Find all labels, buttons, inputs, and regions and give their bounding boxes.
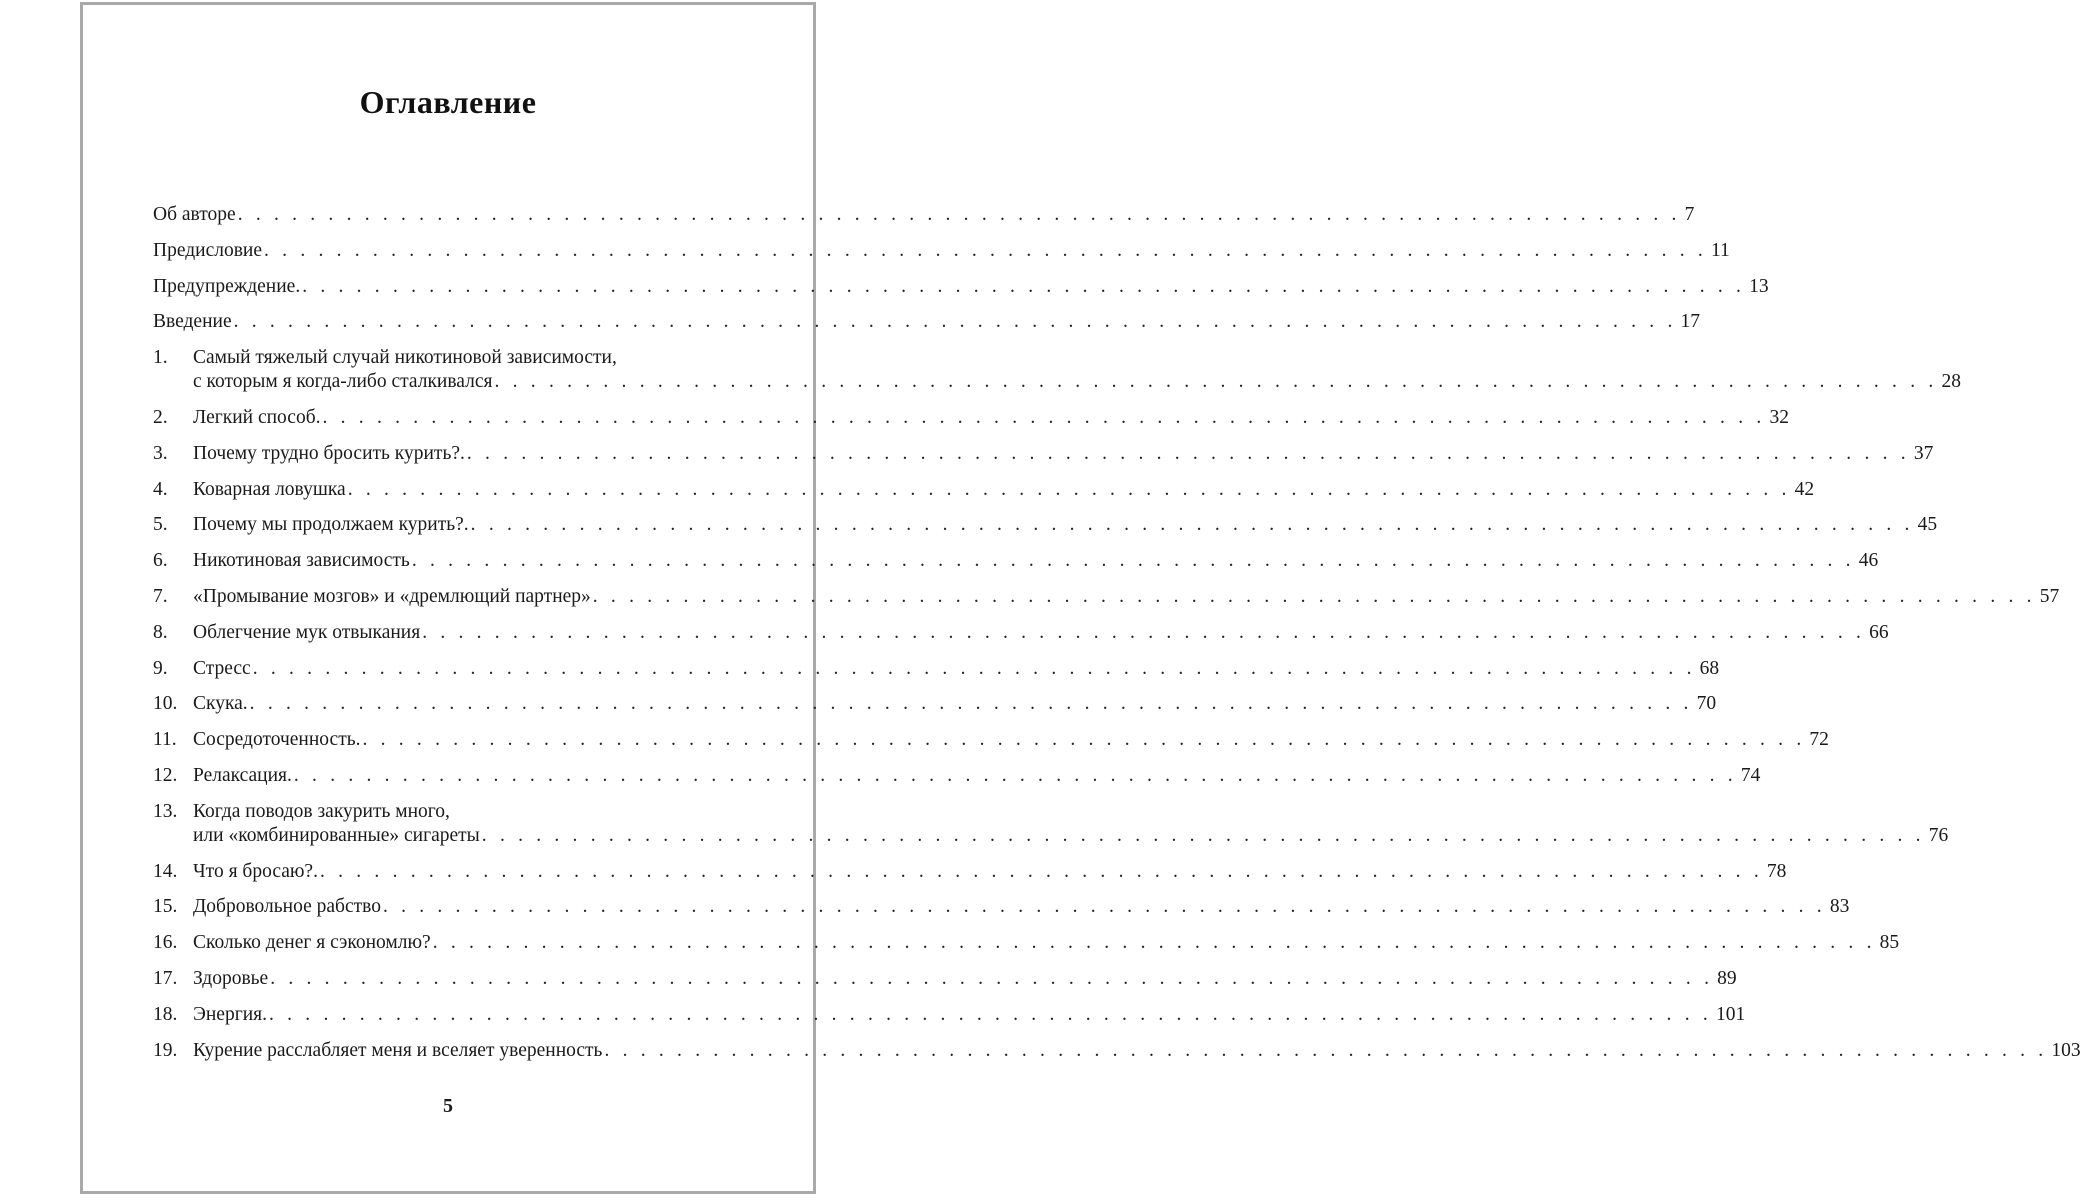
page-number: 5 <box>443 1095 453 1117</box>
toc-entry-number: 2. <box>153 406 168 428</box>
toc-entry-body <box>193 442 1933 466</box>
dot-leader: . . . . . . . . . . . . . . . . . . . . . . . . . . . . . . . . . . . . . . . . . . . . . . . . . . . . . . . . . . . . . . . . . . . . . . . . . . . . . . . . <box>237 204 1681 225</box>
toc-entry-title: Никотиновая зависимость <box>193 550 410 572</box>
dot-leader: . . . . . . . . . . . . . . . . . . . . . . . . . . . . . . . . . . . . . . . . . . . . . . . . . . . . . . . . . . . . . . . . . . . . . . . . . . . . . . . . <box>494 371 1938 393</box>
toc-entry-body <box>193 728 1829 752</box>
toc-entry-title: Курение расслабляет меня и вселяет уверенность <box>193 1039 603 1061</box>
toc-entry-body <box>193 1003 1745 1027</box>
toc-entry-number: 14. <box>153 860 178 882</box>
toc-entry-title: Здоровье <box>193 967 269 989</box>
toc-entry-title: Что я бросаю?. <box>193 860 318 882</box>
dot-leader: . . . . . . . . . . . . . . . . . . . . . . . . . . . . . . . . . . . . . . . . . . . . . . . . . . . . . . . . . . . . . . . . . . . . . . . . . . . . . . . . <box>302 275 1746 297</box>
toc-entry-page: 66 <box>1869 621 1889 643</box>
toc-entry[interactable] <box>153 478 1815 502</box>
toc-entry-page: 101 <box>1715 1003 1746 1025</box>
toc-entry-body <box>153 203 1694 227</box>
toc-entry[interactable] <box>153 239 1730 263</box>
table-of-contents <box>153 203 2081 1074</box>
toc-entry-title: Об авторе <box>153 204 236 225</box>
toc-entry-number: 17. <box>153 967 178 989</box>
toc-entry[interactable] <box>153 310 1701 334</box>
toc-entry-page: 103 <box>2051 1039 2081 1061</box>
toc-entry[interactable] <box>153 203 1695 227</box>
toc-entry-page: 13 <box>1749 275 1769 297</box>
toc-entry[interactable] <box>153 895 1850 919</box>
toc-entry-number: 9. <box>153 657 168 679</box>
dot-leader: . . . . . . . . . . . . . . . . . . . . . . . . . . . . . . . . . . . . . . . . . . . . . . . . . . . . . . . . . . . . . . . . . . . . . . . . . . . . . . . . <box>382 896 1826 918</box>
toc-entry-page: 85 <box>1879 932 1900 954</box>
dot-leader: . . . . . . . . . . . . . . . . . . . . . . . . . . . . . . . . . . . . . . . . . . . . . . . . . . . . . . . . . . . . . . . . . . . . . . . . . . . . . . . . <box>481 824 1925 846</box>
dot-leader: . . . . . . . . . . . . . . . . . . . . . . . . . . . . . . . . . . . . . . . . . . . . . . . . . . . . . . . . . . . . . . . . . . . . . . . . . . . . . . . . <box>604 1039 2048 1061</box>
toc-entry[interactable] <box>153 764 1761 788</box>
dot-leader: . . . . . . . . . . . . . . . . . . . . . . . . . . . . . . . . . . . . . . . . . . . . . . . . . . . . . . . . . . . . . . . . . . . . . . . . . . . . . . . . <box>249 693 1693 715</box>
toc-entry-number: 10. <box>153 693 178 715</box>
toc-entry-title: Почему трудно бросить курить?. <box>193 442 465 464</box>
toc-entry-body <box>193 513 1937 537</box>
toc-entry-title: Облегчение мук отвыкания <box>193 621 421 643</box>
toc-entry-title: или «комбинированные» сигареты <box>193 824 480 846</box>
toc-entry-title: Скука. <box>193 693 248 715</box>
toc-entry-number: 13. <box>153 800 178 822</box>
dot-leader: . . . . . . . . . . . . . . . . . . . . . . . . . . . . . . . . . . . . . . . . . . . . . . . . . . . . . . . . . . . . . . . . . . . . . . . . . . . . . . . . <box>592 585 2036 607</box>
toc-entry-number: 3. <box>153 442 168 464</box>
toc-entry-body <box>193 478 1814 502</box>
toc-entry-title-line: Когда поводов закурить много, <box>193 800 450 822</box>
toc-entry-page: 89 <box>1717 967 1737 989</box>
toc-entry-number: 19. <box>153 1039 178 1061</box>
toc-entry-page: 57 <box>2039 585 2060 607</box>
toc-entry-number: 6. <box>153 550 168 572</box>
toc-entry-title: Сколько денег я сэкономлю? <box>193 932 431 954</box>
toc-entry-body <box>193 657 1719 681</box>
toc-entry[interactable] <box>153 513 1938 537</box>
dot-leader: . . . . . . . . . . . . . . . . . . . . . . . . . . . . . . . . . . . . . . . . . . . . . . . . . . . . . . . . . . . . . . . . . . . . . . . . . . . . . . . . <box>466 442 1910 464</box>
toc-entry-page: 74 <box>1740 764 1761 786</box>
toc-entry-title-line: Самый тяжелый случай никотиновой зависимости, <box>193 347 617 369</box>
toc-entry-title: Введение <box>153 311 232 333</box>
toc-entry-page: 37 <box>1913 442 1934 464</box>
toc-entry-title: Сосредоточенность. <box>193 729 361 751</box>
dot-leader: . . . . . . . . . . . . . . . . . . . . . . . . . . . . . . . . . . . . . . . . . . . . . . . . . . . . . . . . . . . . . . . . . . . . . . . . . . . . . . . . <box>347 478 1791 500</box>
toc-entry-body <box>193 585 2059 609</box>
toc-entry-page: 70 <box>1696 693 1717 715</box>
toc-entry-number: 18. <box>153 1003 178 1025</box>
toc-entry[interactable] <box>153 728 1829 752</box>
toc-entry[interactable] <box>153 657 1720 681</box>
toc-entry-number: 5. <box>153 514 168 536</box>
toc-entry-title: Энергия. <box>193 1003 267 1025</box>
toc-entry-title: Почему мы продолжаем курить?. <box>193 514 469 536</box>
toc-entry-page: 45 <box>1917 514 1938 536</box>
toc-entry-number: 11. <box>153 729 177 751</box>
dot-leader: . . . . . . . . . . . . . . . . . . . . . . . . . . . . . . . . . . . . . . . . . . . . . . . . . . . . . . . . . . . . . . . . . . . . . . . . . . . . . . . . <box>470 514 1914 536</box>
toc-entry[interactable] <box>153 621 1889 645</box>
toc-entry-page: 17 <box>1680 311 1701 333</box>
toc-entry-page: 32 <box>1769 406 1789 428</box>
toc-entry-number: 1. <box>153 347 168 369</box>
toc-entry-page: 76 <box>1928 824 1949 846</box>
toc-entry-number: 15. <box>153 896 178 918</box>
toc-entry-body <box>193 346 1961 394</box>
toc-entry-number: 8. <box>153 621 168 643</box>
toc-entry-body <box>153 310 1700 334</box>
dot-leader: . . . . . . . . . . . . . . . . . . . . . . . . . . . . . . . . . . . . . . . . . . . . . . . . . . . . . . . . . . . . . . . . . . . . . . . . . . . . . . . . <box>322 406 1766 428</box>
toc-entry[interactable] <box>153 1003 1746 1027</box>
toc-entry[interactable] <box>153 967 1737 991</box>
toc-entry-title: с которым я когда-либо сталкивался <box>193 371 493 393</box>
toc-entry[interactable] <box>153 860 1787 884</box>
toc-entry-page: 42 <box>1794 478 1815 500</box>
toc-entry-body <box>193 895 1849 919</box>
dot-leader: . . . . . . . . . . . . . . . . . . . . . . . . . . . . . . . . . . . . . . . . . . . . . . . . . . . . . . . . . . . . . . . . . . . . . . . . . . . . . . . . <box>293 764 1737 786</box>
dot-leader: . . . . . . . . . . . . . . . . . . . . . . . . . . . . . . . . . . . . . . . . . . . . . . . . . . . . . . . . . . . . . . . . . . . . . . . . . . . . . . . . <box>264 239 1707 261</box>
toc-entry-page: 46 <box>1858 550 1879 572</box>
toc-entry[interactable] <box>153 549 1879 573</box>
toc-entry[interactable] <box>153 692 1717 716</box>
toc-entry[interactable] <box>153 442 1934 466</box>
dot-leader: . . . . . . . . . . . . . . . . . . . . . . . . . . . . . . . . . . . . . . . . . . . . . . . . . . . . . . . . . . . . . . . . . . . . . . . . . . . . . . . . <box>432 932 1876 954</box>
toc-entry-number: 4. <box>153 478 168 500</box>
toc-entry[interactable] <box>153 1039 2081 1063</box>
toc-entry-body <box>193 800 1948 848</box>
toc-entry-number: 7. <box>153 585 168 607</box>
toc-entry-page: 72 <box>1809 729 1829 751</box>
dot-leader: . . . . . . . . . . . . . . . . . . . . . . . . . . . . . . . . . . . . . . . . . . . . . . . . . . . . . . . . . . . . . . . . . . . . . . . . . . . . . . . . <box>233 311 1677 333</box>
toc-entry[interactable] <box>153 346 1961 394</box>
toc-entry[interactable] <box>153 406 1789 430</box>
toc-entry-title: Предупреждение. <box>153 275 301 297</box>
toc-entry-page: 28 <box>1941 371 1961 393</box>
dot-leader: . . . . . . . . . . . . . . . . . . . . . . . . . . . . . . . . . . . . . . . . . . . . . . . . . . . . . . . . . . . . . . . . . . . . . . . . . . . . . . . . <box>362 729 1806 751</box>
toc-entry-page: 78 <box>1766 860 1787 882</box>
toc-entry-number: 12. <box>153 764 178 786</box>
toc-entry-page: 11 <box>1710 239 1730 261</box>
toc-entry-title: «Промывание мозгов» и «дремлющий партнер» <box>193 585 591 607</box>
toc-entry-body <box>193 931 1899 955</box>
toc-entry-page: 68 <box>1699 657 1720 679</box>
toc-entry-body <box>193 406 1789 430</box>
toc-entry-title: Релаксация. <box>193 764 292 786</box>
toc-entry-title: Предисловие <box>153 239 263 261</box>
toc-entry[interactable] <box>153 800 1949 848</box>
toc-entry-title: Добровольное рабство <box>193 896 381 918</box>
dot-leader: . . . . . . . . . . . . . . . . . . . . . . . . . . . . . . . . . . . . . . . . . . . . . . . . . . . . . . . . . . . . . . . . . . . . . . . . . . . . . . . . <box>269 1003 1712 1025</box>
toc-entry-page: 83 <box>1829 896 1850 918</box>
toc-entry-page: 7 <box>1684 204 1695 225</box>
toc-entry-body <box>193 549 1878 573</box>
toc-entry-body <box>153 239 1730 263</box>
toc-entry[interactable] <box>153 931 1900 955</box>
toc-entry-body <box>193 860 1786 884</box>
dot-leader: . . . . . . . . . . . . . . . . . . . . . . . . . . . . . . . . . . . . . . . . . . . . . . . . . . . . . . . . . . . . . . . . . . . . . . . . . . . . . . . . <box>411 550 1855 572</box>
dot-leader: . . . . . . . . . . . . . . . . . . . . . . . . . . . . . . . . . . . . . . . . . . . . . . . . . . . . . . . . . . . . . . . . . . . . . . . . . . . . . . . . <box>270 967 1714 989</box>
toc-entry-body <box>193 967 1737 991</box>
dot-leader: . . . . . . . . . . . . . . . . . . . . . . . . . . . . . . . . . . . . . . . . . . . . . . . . . . . . . . . . . . . . . . . . . . . . . . . . . . . . . . . . <box>252 657 1696 679</box>
toc-entry[interactable] <box>153 585 2060 609</box>
toc-entry-title: Коварная ловушка <box>193 478 346 500</box>
toc-entry-title: Легкий способ. <box>193 406 321 428</box>
toc-entry-number: 16. <box>153 932 178 954</box>
toc-entry-body <box>193 692 1716 716</box>
dot-leader: . . . . . . . . . . . . . . . . . . . . . . . . . . . . . . . . . . . . . . . . . . . . . . . . . . . . . . . . . . . . . . . . . . . . . . . . . . . . . . . . <box>422 621 1866 643</box>
toc-entry-body <box>153 275 1769 299</box>
toc-entry-body <box>193 764 1760 788</box>
toc-entry[interactable] <box>153 275 1769 299</box>
toc-entry-title: Стресс <box>193 657 251 679</box>
dot-leader: . . . . . . . . . . . . . . . . . . . . . . . . . . . . . . . . . . . . . . . . . . . . . . . . . . . . . . . . . . . . . . . . . . . . . . . . . . . . . . . . <box>319 860 1763 882</box>
toc-entry-body <box>193 621 1889 645</box>
toc-entry-body <box>193 1039 2081 1063</box>
page-title: Оглавление <box>359 84 537 120</box>
